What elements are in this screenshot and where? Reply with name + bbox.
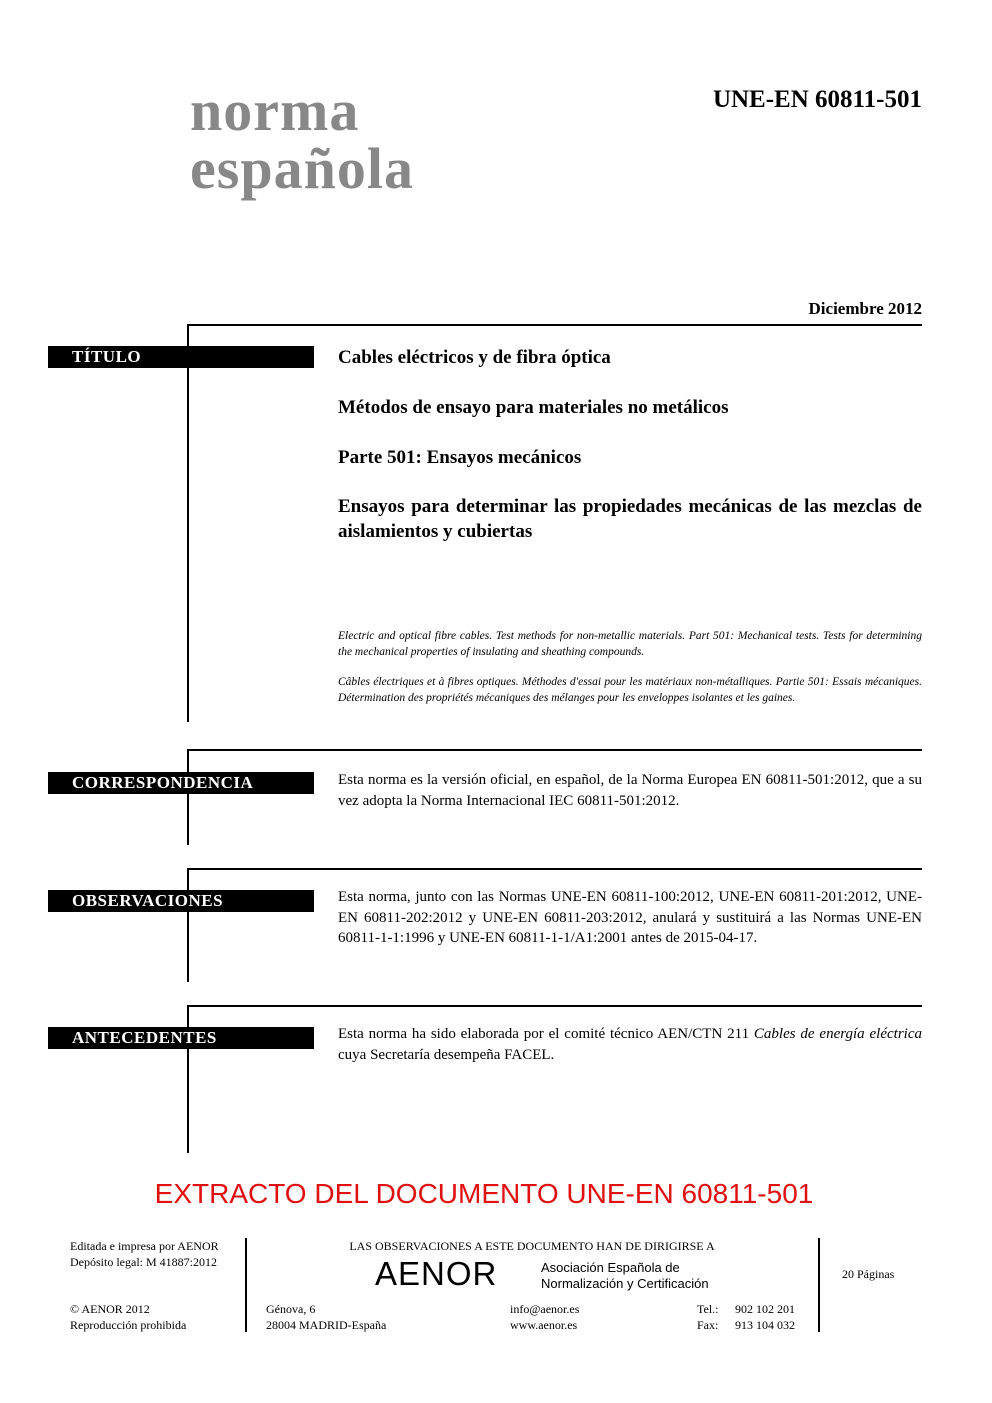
copyright: © AENOR 2012 (70, 1302, 150, 1316)
standard-code: UNE-EN 60811-501 (712, 86, 922, 113)
section-rule-observaciones (187, 868, 189, 982)
footer-contact (510, 1301, 579, 1333)
label-antecedentes: ANTECEDENTES (48, 1027, 314, 1049)
section-divider-observaciones (187, 868, 922, 870)
org-name-line-2: Normalización y Certificación (541, 1276, 709, 1291)
brand-line-2: española (190, 136, 414, 201)
website-link[interactable]: www.aenor.es (510, 1318, 578, 1332)
reproduction-notice: Reproducción prohibida (70, 1318, 187, 1332)
fax-number: 913 104 032 (735, 1318, 795, 1332)
tel-label: Tel.: (697, 1302, 719, 1316)
antecedentes-text (338, 1024, 922, 1065)
org-name-line-1: Asociación Española de (541, 1260, 680, 1275)
footer-publisher (70, 1238, 219, 1270)
title-line-4: Ensayos para determinar las propiedades mecánicas de las mezclas de aislamientos y cubiertas (338, 496, 922, 542)
antecedentes-text-end: cuya Secretaría desempeña FACEL. (338, 1046, 555, 1063)
legal-deposit: Depósito legal: M 41887:2012 (70, 1255, 217, 1269)
page-count: 20 Páginas (842, 1267, 895, 1281)
section-rule-titulo (187, 324, 189, 722)
section-divider-antecedentes (187, 1005, 922, 1007)
section-rule-correspondencia (187, 749, 189, 845)
brand-line-1: norma (190, 78, 360, 143)
edited-by: Editada e impresa por AENOR (70, 1239, 219, 1253)
antecedentes-text-start: Esta norma ha sido elaborada por el comité técnico AEN/CTN 211 (338, 1026, 754, 1042)
publication-date: Diciembre 2012 (808, 299, 922, 318)
extract-watermark: EXTRACTO DEL DOCUMENTO UNE-EN 60811-501 (154, 1178, 814, 1209)
footer-phone-labels (697, 1301, 719, 1333)
section-divider-correspondencia (187, 749, 922, 751)
brand-title (190, 78, 414, 201)
email-link[interactable]: info@aenor.es (510, 1302, 580, 1316)
tel-number: 902 102 201 (735, 1302, 795, 1316)
observations-notice: LAS OBSERVACIONES A ESTE DOCUMENTO HAN DE DIRIGIRSE A (349, 1239, 715, 1253)
address-line-1: Génova, 6 (266, 1302, 316, 1316)
title-line-1: Cables eléctricos y de fibra óptica (338, 347, 611, 368)
aenor-full-name (541, 1260, 709, 1292)
fax-label: Fax: (697, 1318, 719, 1332)
footer-phone-numbers (735, 1301, 795, 1333)
antecedentes-committee-name: Cables de energía eléctrica (753, 1026, 922, 1042)
english-title: Electric and optical fibre cables. Test methods for non-metallic materials. Part 501: Mechanical tests. Tests for determining the mechanical properties of insulating and sheathing compounds. (338, 630, 922, 658)
section-divider-titulo (187, 324, 922, 326)
title-line-2: Métodos de ensayo para materiales no metálicos (338, 397, 729, 418)
observaciones-text: Esta norma, junto con las Normas UNE-EN 60811-100:2012, UNE-EN 60811-201:2012, UNE-EN 60811-202:2012 y UNE-EN 60811-203:2012, anulará y sustituirá a las Normas UNE-EN 60811-1-1:1996 y UNE-EN 60811-1-1/A1:2001 antes de 2015-04-17. (338, 889, 922, 946)
label-titulo: TÍTULO (48, 346, 314, 368)
title-line-3: Parte 501: Ensayos mecánicos (338, 447, 582, 468)
aenor-logo: AENOR (375, 1255, 498, 1292)
label-correspondencia: CORRESPONDENCIA (48, 772, 314, 794)
address-line-2: 28004 MADRID-España (266, 1318, 387, 1332)
french-title: Câbles électriques et à fibres optiques. Méthodes d'essai pour les matériaux non-métalliques. Partie 501: Essais mécaniques. Détermination des propriétés mécaniques des mélanges pour les enveloppes isolantes et les gaines. (338, 676, 922, 704)
label-observaciones: OBSERVACIONES (48, 890, 314, 912)
footer-address (266, 1301, 386, 1333)
correspondencia-text: Esta norma es la versión oficial, en español, de la Norma Europea EN 60811-501:2012, que a su vez adopta la Norma Internacional IEC 60811-501:2012. (338, 772, 922, 809)
footer-copyright (70, 1301, 186, 1333)
footer-divider-right (818, 1238, 820, 1332)
